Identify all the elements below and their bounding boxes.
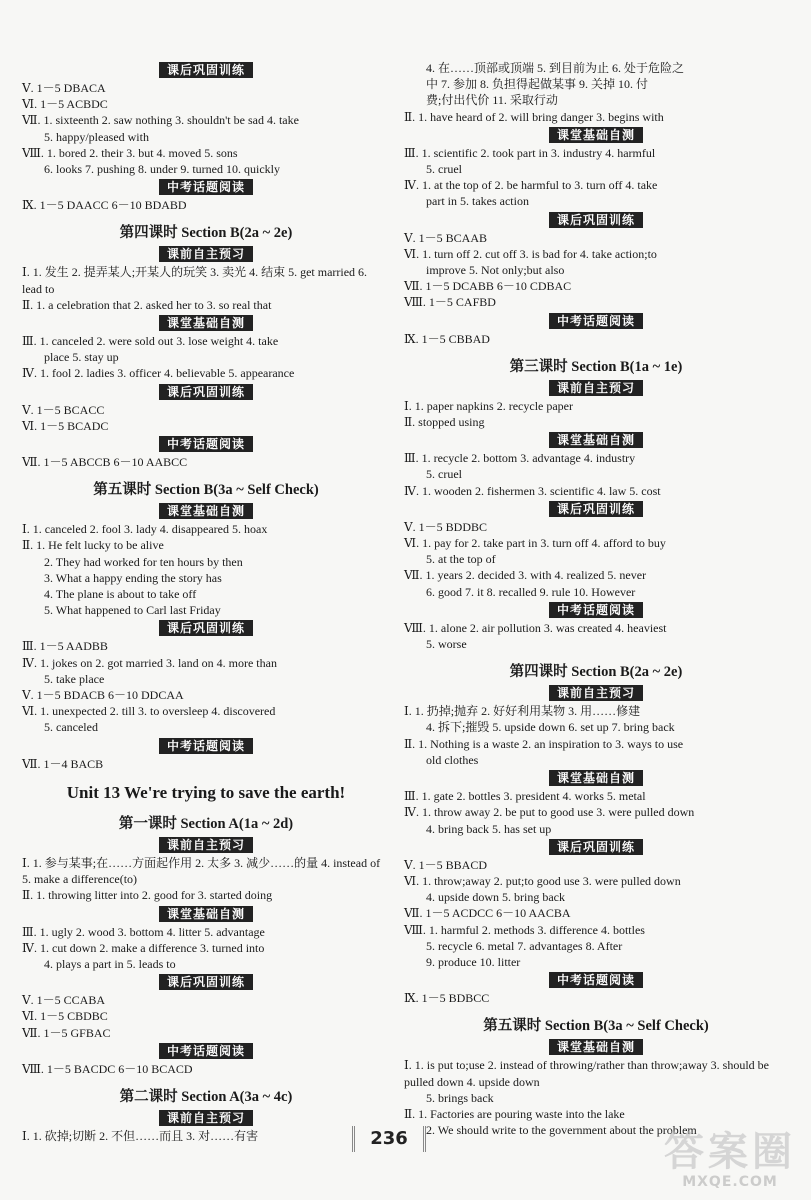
section-banner: 课前自主预习 — [159, 1110, 253, 1126]
answer-line: Ⅵ. 1. unexpected 2. till 3. to oversleep 4. discovered — [22, 704, 276, 719]
watermark-top: 答案圈 — [664, 1129, 796, 1175]
section-banner: 课后巩固训练 — [549, 501, 643, 517]
answer-line: Ⅱ. 1. Nothing is a waste 2. an inspiration to 3. ways to use — [404, 736, 684, 751]
answer-line: Ⅶ. 1－5 ACDCC 6－10 AACBA — [404, 906, 571, 921]
answer-line: Ⅴ. 1－5 BCACC — [22, 402, 105, 417]
answer-line: old clothes — [426, 752, 479, 767]
section-banner: 中考话题阅读 — [159, 738, 253, 754]
watermark-bottom: MXQE.COM — [682, 1174, 778, 1190]
answer-line: part in 5. takes action — [426, 194, 529, 209]
answer-line: Ⅵ. 1. turn off 2. cut off 3. is bad for 4. take action;to — [404, 246, 657, 261]
section-banner: 中考话题阅读 — [159, 1043, 253, 1059]
section-banner: 课后巩固训练 — [549, 839, 643, 855]
answer-line: Ⅷ. 1－5 CAFBD — [404, 295, 496, 310]
lesson-heading: 第四课时 Section B(2a ~ 2e) — [509, 664, 683, 681]
section-banner-wrapper — [22, 1110, 390, 1126]
section-banner-wrapper — [404, 685, 788, 701]
section-banner-wrapper — [22, 384, 390, 400]
answer-line: Ⅷ. 1. alone 2. air pollution 3. was created 4. heaviest — [404, 620, 667, 635]
section-banner-wrapper — [22, 503, 390, 519]
section-banner: 课堂基础自测 — [159, 503, 253, 519]
answer-line: 4. The plane is about to take off — [44, 587, 197, 602]
answer-line: 5. brings back — [426, 1090, 494, 1105]
answer-line: 5. worse — [426, 637, 467, 652]
answer-line: Ⅰ. 1. 砍掉;切断 2. 不但……而且 3. 对……有害 — [22, 1128, 259, 1143]
answer-line: Ⅶ. 1. sixteenth 2. saw nothing 3. shouldn't be sad 4. take — [22, 113, 299, 128]
answer-line: Ⅳ. 1. throw away 2. be put to good use 3. were pulled down — [404, 805, 695, 820]
answer-line: Ⅰ. 1. is put to;use 2. instead of throwing/rather than throw;away 3. should be pulled down 4. upside down — [404, 1058, 770, 1089]
answer-line: 2. They had worked for ten hours by then — [44, 554, 243, 569]
answer-line: Ⅱ. stopped using — [404, 415, 485, 430]
answer-line: 4. 拆下;摧毁 5. upside down 6. set up 7. bring back — [426, 720, 675, 735]
answer-line: Ⅳ. 1. at the top of 2. be harmful to 3. turn off 4. take — [404, 178, 658, 193]
answer-line: Ⅷ. 1－5 BACDC 6－10 BCACD — [22, 1061, 193, 1076]
section-banner: 课前自主预习 — [549, 380, 643, 396]
section-banner: 课后巩固训练 — [159, 62, 253, 78]
answer-line: 5. cruel — [426, 467, 462, 482]
section-banner: 课堂基础自测 — [549, 770, 643, 786]
section-banner-wrapper — [404, 1039, 788, 1055]
section-banner: 课后巩固训练 — [549, 212, 643, 228]
answer-line: Ⅲ. 1. ugly 2. wood 3. bottom 4. litter 5. advantage — [22, 924, 265, 939]
answer-line: Ⅳ. 1. jokes on 2. got married 3. land on 4. more than — [22, 655, 277, 670]
answer-line: Ⅳ. 1. cut down 2. make a difference 3. turned into — [22, 940, 265, 955]
answer-line: Ⅴ. 1－5 BCAAB — [404, 230, 488, 245]
answer-line: 3. What a happy ending the story has — [44, 570, 222, 585]
section-banner-wrapper — [22, 738, 390, 754]
section-banner-wrapper — [404, 501, 788, 517]
answer-line: 4. plays a part in 5. leads to — [44, 956, 176, 971]
lesson-heading: 第三课时 Section B(1a ~ 1e) — [509, 358, 683, 375]
answer-line: Ⅰ. 1. 参与某事;在……方面起作用 2. 太多 3. 减少……的量 4. instead of 5. make a difference(to) — [22, 855, 381, 887]
lesson-heading: 第二课时 Section A(3a ~ 4c) — [119, 1088, 293, 1105]
section-banner-wrapper — [22, 62, 390, 78]
answer-line: 5. happy/pleased with — [44, 129, 149, 144]
answer-line: Ⅵ. 1. pay for 2. take part in 3. turn off 4. afford to buy — [404, 536, 666, 551]
answer-line: 5. at the top of — [426, 552, 496, 567]
answer-line: Ⅵ. 1. throw;away 2. put;to good use 3. were pulled down — [404, 873, 681, 888]
answer-line: Ⅲ. 1. gate 2. bottles 3. president 4. works 5. metal — [404, 789, 646, 804]
section-banner: 课后巩固训练 — [159, 620, 253, 636]
answer-line: Ⅸ. 1－5 DAACC 6－10 BDABD — [22, 198, 187, 213]
answer-line: Ⅱ. 1. Factories are pouring waste into the lake — [404, 1106, 625, 1121]
section-banner-wrapper — [404, 839, 788, 855]
section-banner: 课后巩固训练 — [159, 384, 253, 400]
answer-line: Ⅵ. 1－5 CBDBC — [22, 1009, 108, 1024]
answer-line: improve 5. Not only;but also — [426, 263, 565, 278]
answer-line: Ⅱ. 1. a celebration that 2. asked her to 3. so real that — [22, 297, 272, 312]
answer-line: Ⅴ. 1－5 BBACD — [404, 857, 488, 872]
answer-line: 费;付出代价 11. 采取行动 — [426, 93, 558, 108]
section-banner: 课后巩固训练 — [159, 974, 253, 990]
answer-line: Ⅷ. 1. harmful 2. methods 3. difference 4. bottles — [404, 922, 645, 937]
section-banner-wrapper — [404, 313, 788, 329]
section-banner-wrapper — [404, 380, 788, 396]
lesson-heading: 第五课时 Section B(3a ~ Self Check) — [93, 482, 319, 499]
answer-line: Ⅳ. 1. fool 2. ladies 3. officer 4. believable 5. appearance — [22, 366, 295, 381]
answer-line: Ⅱ. 1. He felt lucky to be alive — [22, 538, 164, 553]
section-banner-wrapper — [22, 436, 390, 452]
answer-line: Ⅳ. 1. wooden 2. fishermen 3. scientific 4. law 5. cost — [404, 483, 661, 498]
section-banner: 课堂基础自测 — [549, 1039, 643, 1055]
answer-line: place 5. stay up — [44, 350, 119, 365]
answer-line: Ⅲ. 1. canceled 2. were sold out 3. lose weight 4. take — [22, 334, 279, 349]
answer-line: Ⅴ. 1－5 BDACB 6－10 DDCAA — [22, 688, 184, 703]
lesson-heading: 第四课时 Section B(2a ~ 2e) — [119, 225, 293, 242]
answer-line: 4. 在……顶部或顶端 5. 到目前为止 6. 处于危险之 — [426, 61, 685, 75]
answer-line: 6. good 7. it 8. recalled 9. rule 10. However — [426, 584, 636, 599]
answer-line: Ⅴ. 1－5 CCABA — [22, 993, 106, 1008]
answer-line: 5. recycle 6. metal 7. advantages 8. After — [426, 938, 623, 953]
answer-line: Ⅴ. 1－5 BDDBC — [404, 519, 488, 534]
answer-line: Ⅶ. 1－4 BACB — [22, 756, 104, 771]
answer-line: 中 7. 参加 8. 负担得起做某事 9. 关掉 10. 付 — [426, 77, 649, 92]
section-banner-wrapper — [22, 620, 390, 636]
watermark-logo — [655, 1130, 805, 1192]
answer-line: Ⅶ. 1－5 DCABB 6－10 CDBAC — [404, 279, 572, 294]
answer-line: 9. produce 10. litter — [426, 954, 521, 969]
section-banner: 中考话题阅读 — [549, 313, 643, 329]
lesson-heading: 第一课时 Section A(1a ~ 2d) — [118, 815, 294, 832]
answer-line: 2. We should write to the government about the problem — [426, 1123, 697, 1138]
section-banner: 中考话题阅读 — [159, 436, 253, 452]
answer-line: Ⅲ. 1. recycle 2. bottom 3. advantage 4. industry — [404, 451, 636, 466]
answer-line: Ⅸ. 1－5 BDBCC — [404, 991, 490, 1006]
section-banner-wrapper — [22, 179, 390, 195]
section-banner: 课前自主预习 — [159, 837, 253, 853]
answer-line: Ⅱ. 1. have heard of 2. will bring danger 3. begins with — [404, 109, 664, 124]
section-banner-wrapper — [404, 770, 788, 786]
section-banner: 中考话题阅读 — [159, 179, 253, 195]
answer-line: Ⅵ. 1－5 BCADC — [22, 418, 109, 433]
section-banner-wrapper — [22, 315, 390, 331]
answer-line: Ⅵ. 1－5 ACBDC — [22, 97, 108, 112]
section-banner: 课堂基础自测 — [159, 906, 253, 922]
answer-line: 4. upside down 5. bring back — [426, 890, 565, 905]
answer-line: Ⅸ. 1－5 CBBAD — [404, 331, 490, 346]
section-banner-wrapper — [22, 1043, 390, 1059]
answer-line: Ⅴ. 1－5 DBACA — [22, 81, 106, 95]
left-column — [22, 60, 390, 1144]
section-banner-wrapper — [404, 127, 788, 143]
answer-line: Ⅰ. 1. 发生 2. 提弄某人;开某人的玩笑 3. 卖光 4. 结束 5. get married 6. lead to — [22, 265, 368, 296]
section-banner-wrapper — [404, 432, 788, 448]
answer-line: 4. bring back 5. has set up — [426, 821, 552, 836]
answer-line: Ⅰ. 1. 扔掉;抛弃 2. 好好利用某物 3. 用……修建 — [404, 704, 641, 719]
section-banner-wrapper — [404, 212, 788, 228]
answer-line: 6. looks 7. pushing 8. under 9. turned 10. quickly — [44, 162, 280, 177]
section-banner: 课前自主预习 — [549, 685, 643, 701]
lesson-heading: 第五课时 Section B(3a ~ Self Check) — [483, 1018, 709, 1035]
answer-line: 5. take place — [44, 671, 105, 686]
answer-line: 5. canceled — [44, 720, 98, 735]
answer-line: Ⅶ. 1. years 2. decided 3. with 4. realized 5. never — [404, 568, 647, 583]
section-banner: 中考话题阅读 — [549, 602, 643, 618]
section-banner: 课堂基础自测 — [159, 315, 253, 331]
section-banner-wrapper — [22, 246, 390, 262]
answer-line: Ⅶ. 1－5 GFBAC — [22, 1025, 111, 1040]
answer-line: Ⅰ. 1. canceled 2. fool 3. lady 4. disappeared 5. hoax — [22, 522, 268, 537]
answer-line: Ⅲ. 1. scientific 2. took part in 3. industry 4. harmful — [404, 145, 656, 160]
answer-line: Ⅱ. 1. throwing litter into 2. good for 3. started doing — [22, 888, 273, 903]
answer-line: Ⅰ. 1. paper napkins 2. recycle paper — [404, 398, 574, 413]
answer-line: Ⅷ. 1. bored 2. their 3. but 4. moved 5. sons — [22, 145, 238, 160]
section-banner-wrapper — [22, 906, 390, 922]
answer-line: Ⅲ. 1－5 AADBB — [22, 639, 108, 654]
section-banner-wrapper — [404, 602, 788, 618]
section-banner-wrapper — [22, 837, 390, 853]
answer-line: 5. cruel — [426, 162, 462, 177]
section-banner: 课堂基础自测 — [549, 432, 643, 448]
section-banner: 中考话题阅读 — [549, 972, 643, 988]
right-column — [404, 60, 788, 1138]
answer-line: 5. What happened to Carl last Friday — [44, 603, 221, 618]
section-banner-wrapper — [22, 974, 390, 990]
unit-title: Unit 13 We're trying to save the earth! — [66, 782, 346, 802]
page-number: 236 — [352, 1126, 426, 1152]
section-banner: 课堂基础自测 — [549, 127, 643, 143]
section-banner-wrapper — [404, 972, 788, 988]
answer-line: Ⅶ. 1－5 ABCCB 6－10 AABCC — [22, 455, 188, 470]
section-banner: 课前自主预习 — [159, 246, 253, 262]
